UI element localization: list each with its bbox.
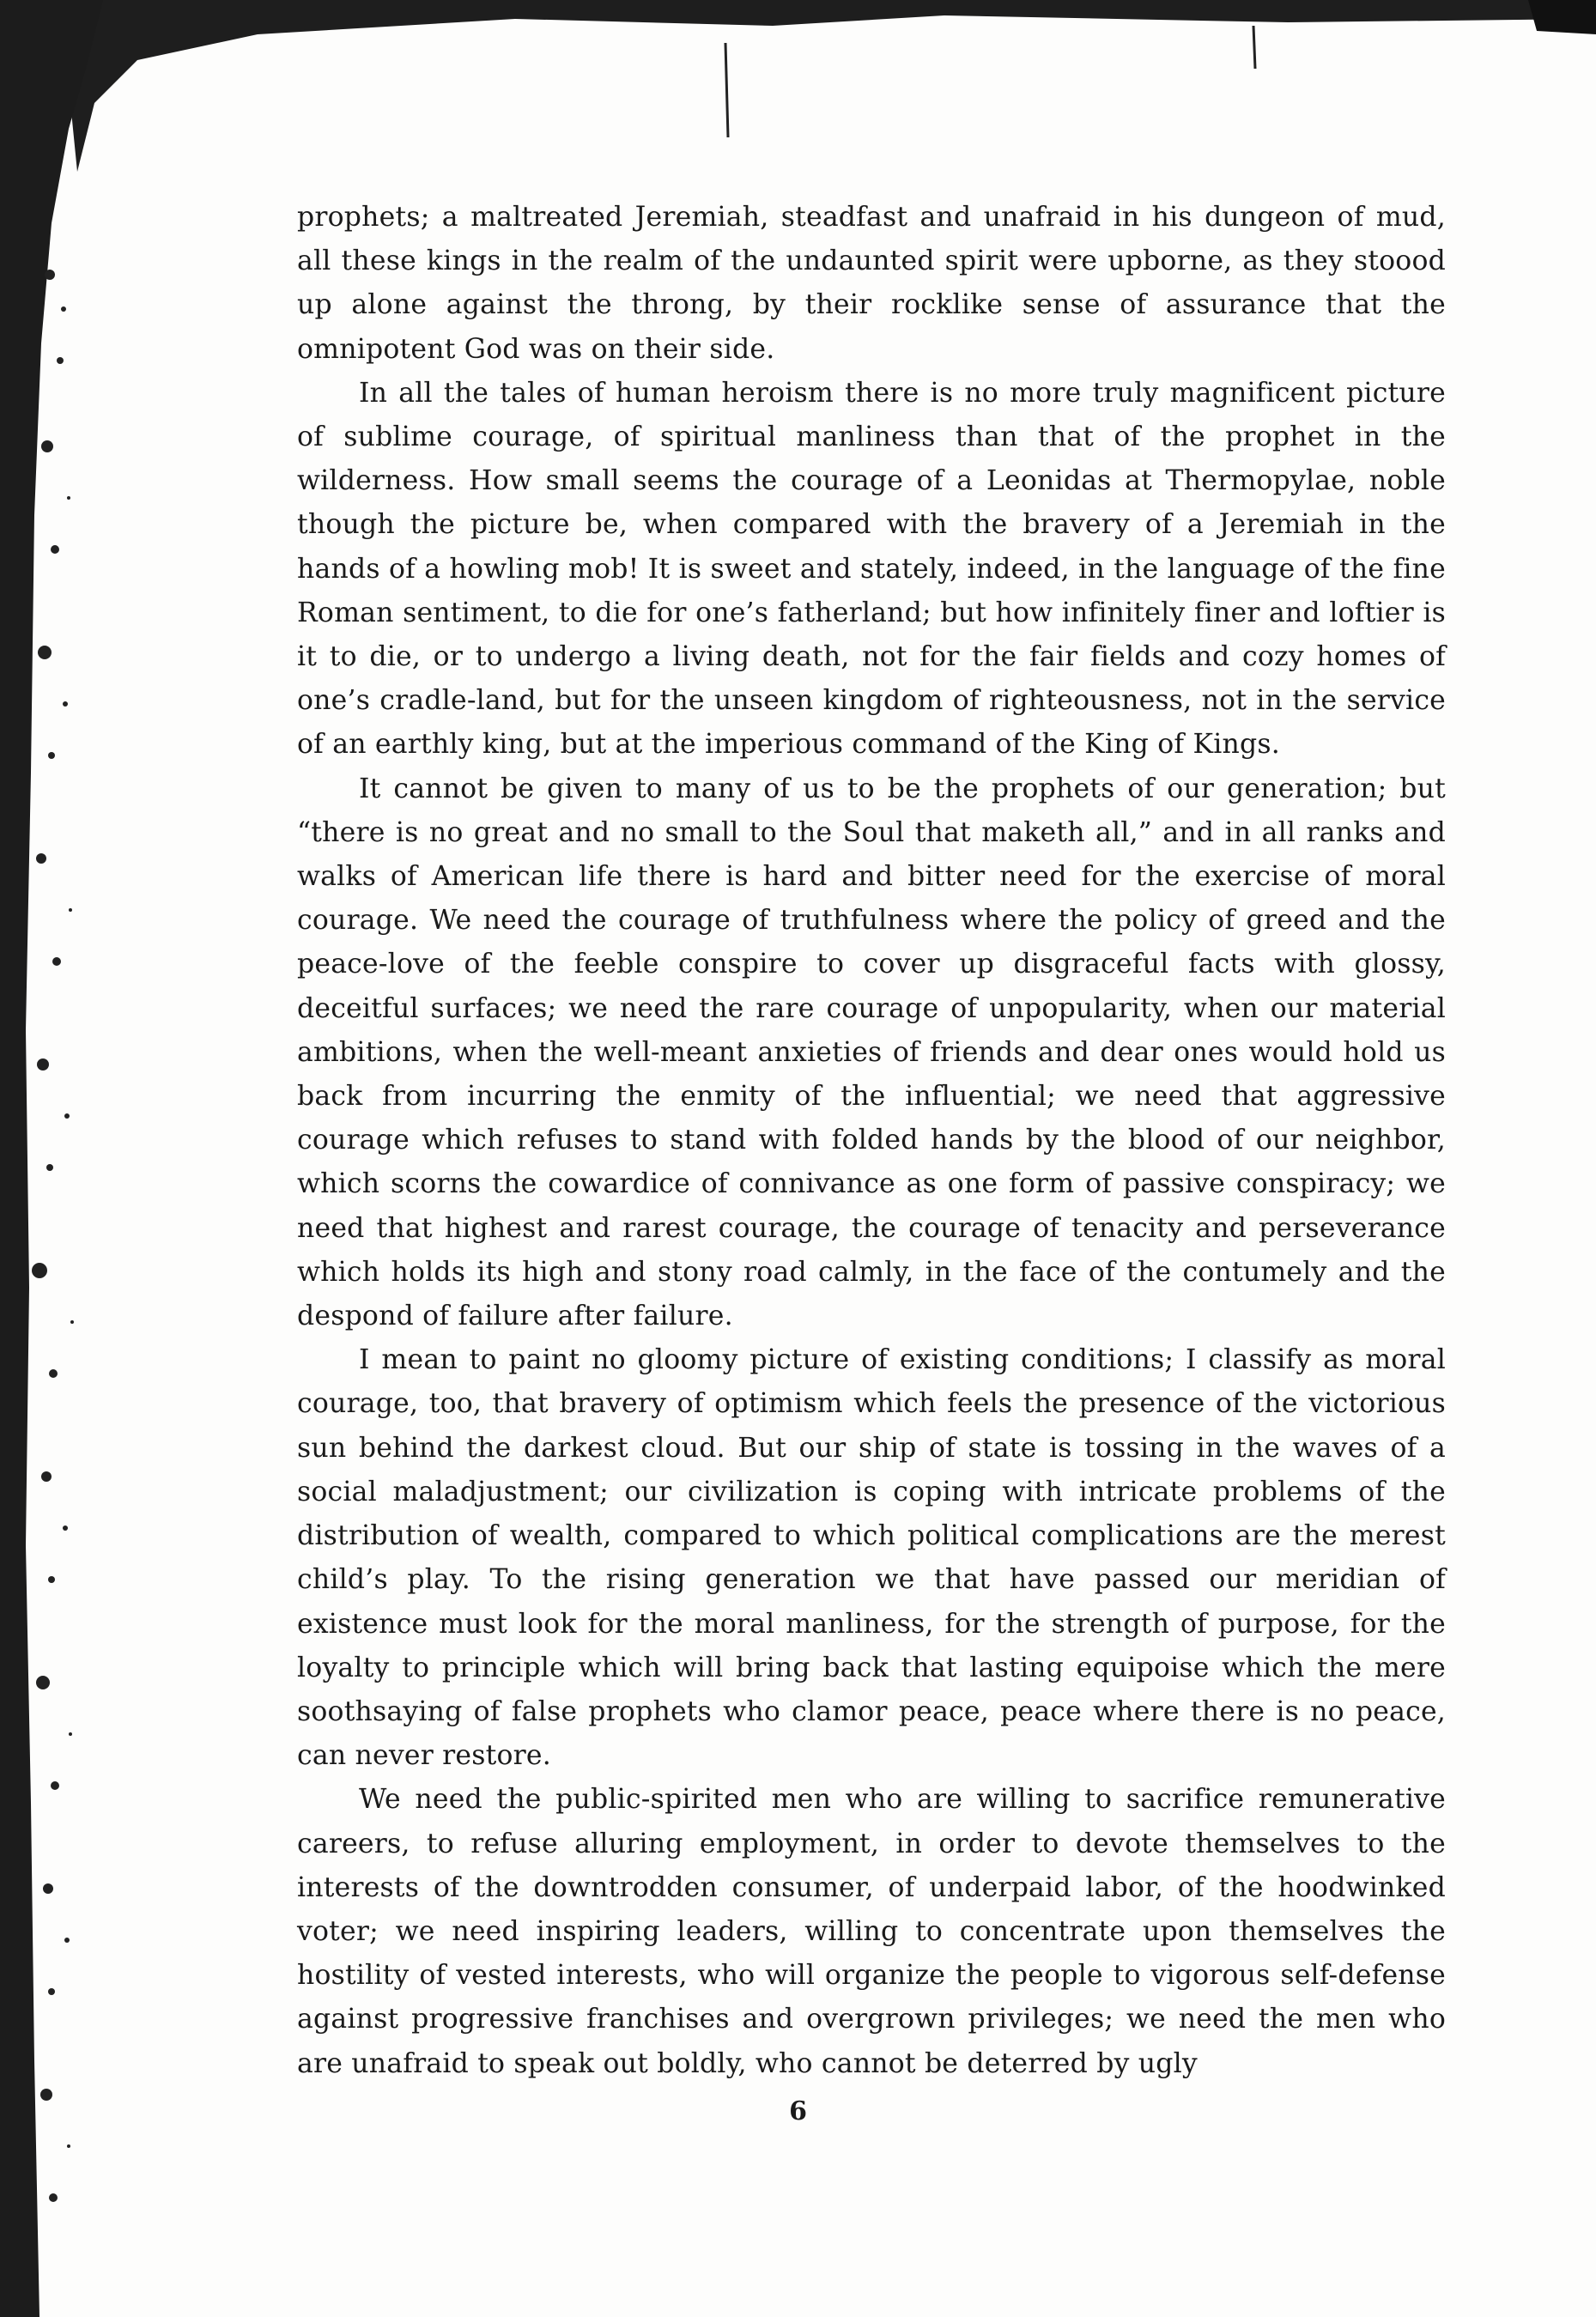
paragraph-5: We need the public-spirited men who are willing to sacrifice remunerative careers, to refuse alluring employment, in order to devote themselves to the interests of the downtrodden consumer, of underpaid labor, of the hoodwinked voter; we need inspiring leaders, willing to concentrate upon themselves the hostility of vested interests, who will organize the people to vigorous self-defense against progressive franchises and overgrown privileges; we need the men who are unafraid to speak out boldly, who cannot be deterred by ugly <box>297 1784 1446 2079</box>
paragraph-4: I mean to paint no gloomy picture of existing conditions; I classify as moral courage, too, that bravery of optimism which feels the presence of the victorious sun behind the darkest cloud. But our ship of state is tossing in the waves of a social maladjustment; our civilization is coping with intricate problems of the distribution of wealth, compared to which political complications are the merest child’s play. To the rising generation we that have passed our meridian of existence must look for the moral manliness, for the strength of purpose, for the loyalty to principle which will bring back that lasting equipoise which the mere soothsaying of false prophets who clamor peace, peace where there is no peace, can never restore. <box>297 1344 1446 1772</box>
page-number: 6 <box>789 2096 807 2126</box>
paragraph-2: In all the tales of human heroism there is no more truly magnificent picture of sublime courage, of spiritual manliness than that of the prophet in the wilderness. How small seems the courage of a Leonidas at Thermopylae, noble though the picture be, when compared with the bravery of a Jeremiah in the hands of a howling mob! It is sweet and stately, indeed, in the language of the fine Roman sentiment, to die for one’s fatherland; but how infinitely finer and loftier is it to die, or to undergo a living death, not for the fair fields and cozy homes of one’s cradle-land, but for the unseen kingdom of righteousness, not in the service of an earthly king, but at the imperious command of the King of Kings. <box>297 377 1446 761</box>
paragraph-3: It cannot be given to many of us to be the prophets of our generation; but “there is no great and no small to the Soul that maketh all,” and in all ranks and walks of American life there is hard and bitter need for the exercise of moral courage. We need the courage of truthfulness where the policy of greed and the peace-love of the feeble conspire to cover up disgraceful facts with glossy, deceitful surfaces; we need the rare courage of unpopularity, when our material ambitions, when the well-meant anxieties of friends and dear ones would hold us back from incurring the enmity of the influential; we need that aggressive courage which refuses to stand with folded hands by the blood of our neighbor, which scorns the cowardice of connivance as one form of passive conspiracy; we need that highest and rarest courage, the courage of tenacity and perseverance which holds its high and stony road calmly, in the face of the contumely and the despond of failure after failure. <box>297 773 1446 1332</box>
paragraph-1: prophets; a maltreated Jeremiah, steadfast and unafraid in his dungeon of mud, all these kings in the realm of the undaunted spirit were upborne, as they stoood up alone against the throng, by their rocklike sense of assurance that the omnipotent God was on their side. <box>297 202 1446 365</box>
body-text <box>297 196 1446 2086</box>
